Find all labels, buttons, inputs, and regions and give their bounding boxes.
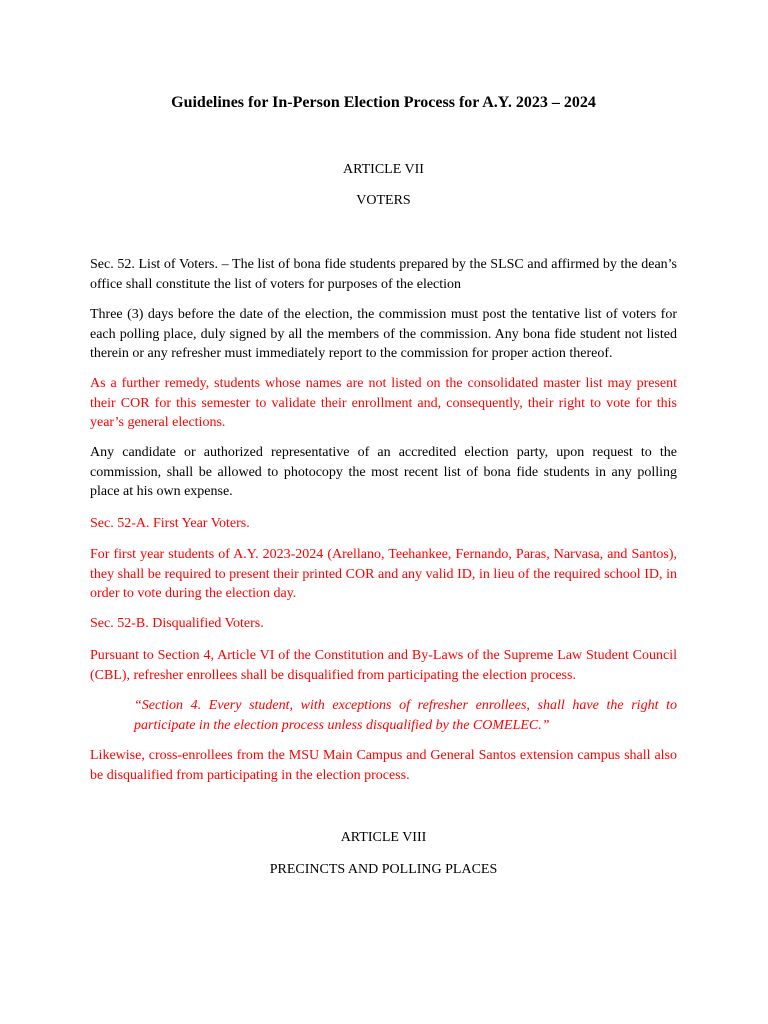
section-4-quote: “Section 4. Every student, with exceptions of refresher enrollees, shall have the right to participate in the election process unless disqualified by the COMELEC.”	[134, 698, 677, 733]
sec-52b-heading: Sec. 52-B. Disqualified Voters.	[90, 616, 264, 631]
sec-52a-heading: Sec. 52-A. First Year Voters.	[90, 516, 250, 531]
likewise-paragraph: Likewise, cross-enrollees from the MSU Main Campus and General Santos extension campus shall also be disqualified from participating in the election process.	[90, 748, 677, 783]
any-candidate-paragraph: Any candidate or authorized representative of an accredited election party, upon request to the commission, shall be allowed to photocopy the most recent list of bona fide students in any polling place at his own expense.	[90, 445, 677, 499]
article-viii-subheading: PRECINCTS AND POLLING PLACES	[269, 862, 498, 877]
article-vii-subheading: VOTERS	[356, 193, 411, 208]
article-viii-heading: ARTICLE VIII	[340, 830, 427, 845]
document-title: Guidelines for In-Person Election Process for A.Y. 2023 – 2024	[171, 94, 596, 111]
sec-52b-paragraph: Pursuant to Section 4, Article VI of the Constitution and By-Laws of the Supreme Law Student Council (CBL), refresher enrollees shall be disqualified from participating the election process.	[90, 648, 677, 683]
sec-52-paragraph: Sec. 52. List of Voters. – The list of bona fide students prepared by the SLSC and affirmed by the dean’s office shall constitute the list of voters for purposes of the election	[90, 257, 677, 292]
further-remedy-paragraph: As a further remedy, students whose names are not listed on the consolidated master list may present their COR for this semester to validate their enrollment and, consequently, their right to vote for this year’s general elections.	[90, 376, 677, 430]
article-vii-heading: ARTICLE VII	[343, 162, 424, 177]
sec-52a-paragraph: For first year students of A.Y. 2023-2024 (Arellano, Teehankee, Fernando, Paras, Narvasa, and Santos), they shall be required to present their printed COR and any valid ID, in lieu of the required school ID, in order to vote during the election day.	[90, 547, 677, 601]
three-days-paragraph: Three (3) days before the date of the election, the commission must post the tentative list of voters for each polling place, duly signed by all the members of the commission. Any bona fide student not listed therein or any refresher must immediately report to the commission for proper action thereof.	[90, 307, 677, 361]
